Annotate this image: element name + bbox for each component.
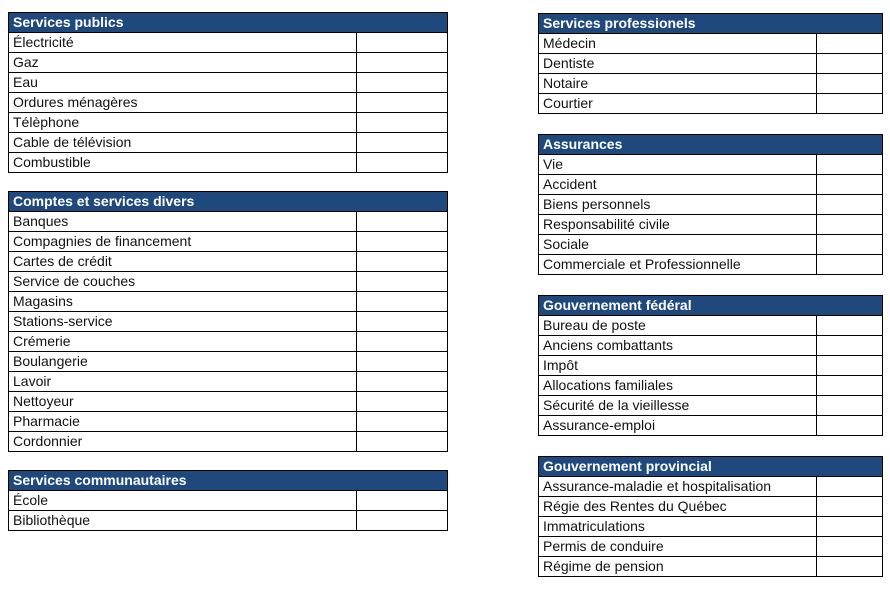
row-label-banques: Banques [9,212,357,232]
table-row [539,74,883,94]
row-label-regime-de-pension: Régime de pension [539,557,817,577]
row-label-lavoir: Lavoir [9,372,357,392]
table-row [539,336,883,356]
table-row [539,416,883,436]
table-comptes-et-services-divers [8,191,448,452]
row-value-lavoir[interactable] [356,372,447,392]
table-row [9,412,448,432]
row-value-responsabilite-civile[interactable] [816,215,882,235]
row-label-biens-personnels: Biens personnels [539,195,817,215]
table-header-row [9,13,448,33]
table-row [539,94,883,114]
table-row [9,372,448,392]
row-value-cremerie[interactable] [356,332,447,352]
row-value-dentiste[interactable] [817,54,883,74]
row-label-cremerie: Crémerie [9,332,357,352]
row-value-courtier[interactable] [817,94,883,114]
row-value-immatriculations[interactable] [816,517,882,537]
table-row [539,396,883,416]
table-services-communautaires [8,470,448,531]
row-label-allocations-familiales: Allocations familiales [539,376,817,396]
table-row [9,432,448,452]
row-label-permis-de-conduire: Permis de conduire [539,537,817,557]
row-value-cordonnier[interactable] [356,432,447,452]
row-value-assurance-emploi[interactable] [816,416,882,436]
row-value-telephone[interactable] [356,113,447,133]
table-row [9,252,448,272]
row-value-permis-de-conduire[interactable] [816,537,882,557]
row-label-regie-des-rentes-du-quebec: Régie des Rentes du Québec [539,497,817,517]
row-value-banques[interactable] [356,212,447,232]
table-row [539,175,883,195]
row-label-combustible: Combustible [9,153,357,173]
table-row [539,235,883,255]
row-label-assurance-emploi: Assurance-emploi [539,416,817,436]
table-row [9,93,448,113]
table-row [9,212,448,232]
row-value-sociale[interactable] [816,235,882,255]
table-row [9,272,448,292]
row-label-ecole: École [9,491,357,511]
row-value-boulangerie[interactable] [356,352,447,372]
row-label-pharmacie: Pharmacie [9,412,357,432]
table-row [9,53,448,73]
row-label-cordonnier: Cordonnier [9,432,357,452]
table-row [9,392,448,412]
table-row [9,113,448,133]
row-value-bureau-de-poste[interactable] [816,316,882,336]
table-row [9,153,448,173]
table-row [9,332,448,352]
table-title-services-communautaires: Services communautaires [9,471,448,491]
table-title-gouvernement-federal: Gouvernement fédéral [539,296,883,316]
table-row [9,491,448,511]
row-label-cable-de-television: Cable de télévision [9,133,357,153]
table-row [9,73,448,93]
table-header-row [9,192,448,212]
table-row [539,155,883,175]
table-row [539,477,883,497]
table-row [539,356,883,376]
table-row [539,376,883,396]
row-value-service-de-couches[interactable] [356,272,447,292]
row-label-vie: Vie [539,155,817,175]
row-value-vie[interactable] [816,155,882,175]
left-column [8,12,448,549]
table-title-services-professionels: Services professionels [539,14,883,34]
row-value-medecin[interactable] [817,34,883,54]
row-label-cartes-de-credit: Cartes de crédit [9,252,357,272]
row-value-eau[interactable] [356,73,447,93]
table-row [539,34,883,54]
table-header-row [539,14,883,34]
table-row [539,557,883,577]
table-row [539,537,883,557]
table-services-publics [8,12,448,173]
table-header-row [539,296,883,316]
row-label-boulangerie: Boulangerie [9,352,357,372]
row-value-regime-de-pension[interactable] [816,557,882,577]
row-label-responsabilite-civile: Responsabilité civile [539,215,817,235]
row-label-securite-de-la-vieillesse: Sécurité de la vieillesse [539,396,817,416]
table-header-row [539,135,883,155]
row-value-allocations-familiales[interactable] [816,376,882,396]
row-label-bibliotheque: Bibliothèque [9,511,357,531]
table-assurances [538,134,883,275]
row-value-biens-personnels[interactable] [816,195,882,215]
row-value-securite-de-la-vieillesse[interactable] [816,396,882,416]
table-row [9,133,448,153]
row-value-nettoyeur[interactable] [356,392,447,412]
row-label-commerciale-et-professionnelle: Commerciale et Professionnelle [539,255,817,275]
row-label-compagnies-de-financement: Compagnies de financement [9,232,357,252]
table-row [9,352,448,372]
table-row [9,511,448,531]
table-row [539,54,883,74]
table-row [539,255,883,275]
row-value-cable-de-television[interactable] [356,133,447,153]
table-title-comptes-et-services-divers: Comptes et services divers [9,192,448,212]
row-label-nettoyeur: Nettoyeur [9,392,357,412]
row-label-medecin: Médecin [539,34,817,54]
row-label-gaz: Gaz [9,53,357,73]
row-label-bureau-de-poste: Bureau de poste [539,316,817,336]
table-row [539,316,883,336]
table-header-row [9,471,448,491]
table-row [539,195,883,215]
table-row [9,232,448,252]
row-label-sociale: Sociale [539,235,817,255]
row-value-pharmacie[interactable] [356,412,447,432]
row-value-impot[interactable] [816,356,882,376]
table-row [539,517,883,537]
row-value-cartes-de-credit[interactable] [356,252,447,272]
table-title-assurances: Assurances [539,135,883,155]
row-label-anciens-combattants: Anciens combattants [539,336,817,356]
row-label-stations-service: Stations-service [9,312,357,332]
table-row [539,215,883,235]
row-value-magasins[interactable] [356,292,447,312]
row-value-ordures-menageres[interactable] [356,93,447,113]
table-title-gouvernement-provincial: Gouvernement provincial [539,457,883,477]
row-value-electricite[interactable] [356,33,447,53]
table-row [9,312,448,332]
table-gouvernement-provincial [538,456,883,577]
table-gouvernement-federal [538,295,883,436]
table-services-professionels [538,13,883,114]
row-value-combustible[interactable] [356,153,447,173]
row-value-commerciale-et-professionnelle[interactable] [816,255,882,275]
row-label-telephone: Télèphone [9,113,357,133]
row-value-accident[interactable] [816,175,882,195]
table-header-row [539,457,883,477]
row-value-notaire[interactable] [817,74,883,94]
table-row [539,497,883,517]
row-label-ordures-menageres: Ordures ménagères [9,93,357,113]
row-label-notaire: Notaire [539,74,817,94]
row-label-electricite: Électricité [9,33,357,53]
row-label-courtier: Courtier [539,94,817,114]
row-label-assurance-maladie-et-hospitalisation: Assurance-maladie et hospitalisation [539,477,817,497]
row-value-regie-des-rentes-du-quebec[interactable] [816,497,882,517]
row-value-compagnies-de-financement[interactable] [356,232,447,252]
right-column [538,13,883,597]
row-label-magasins: Magasins [9,292,357,312]
row-label-immatriculations: Immatriculations [539,517,817,537]
row-label-impot: Impôt [539,356,817,376]
row-label-accident: Accident [539,175,817,195]
row-value-assurance-maladie-et-hospitalisation[interactable] [816,477,882,497]
row-value-stations-service[interactable] [356,312,447,332]
row-label-service-de-couches: Service de couches [9,272,357,292]
row-value-ecole[interactable] [357,491,448,511]
row-label-dentiste: Dentiste [539,54,817,74]
table-row [9,33,448,53]
row-label-eau: Eau [9,73,357,93]
row-value-bibliotheque[interactable] [357,511,448,531]
row-value-gaz[interactable] [356,53,447,73]
table-title-services-publics: Services publics [9,13,448,33]
table-row [9,292,448,312]
row-value-anciens-combattants[interactable] [816,336,882,356]
